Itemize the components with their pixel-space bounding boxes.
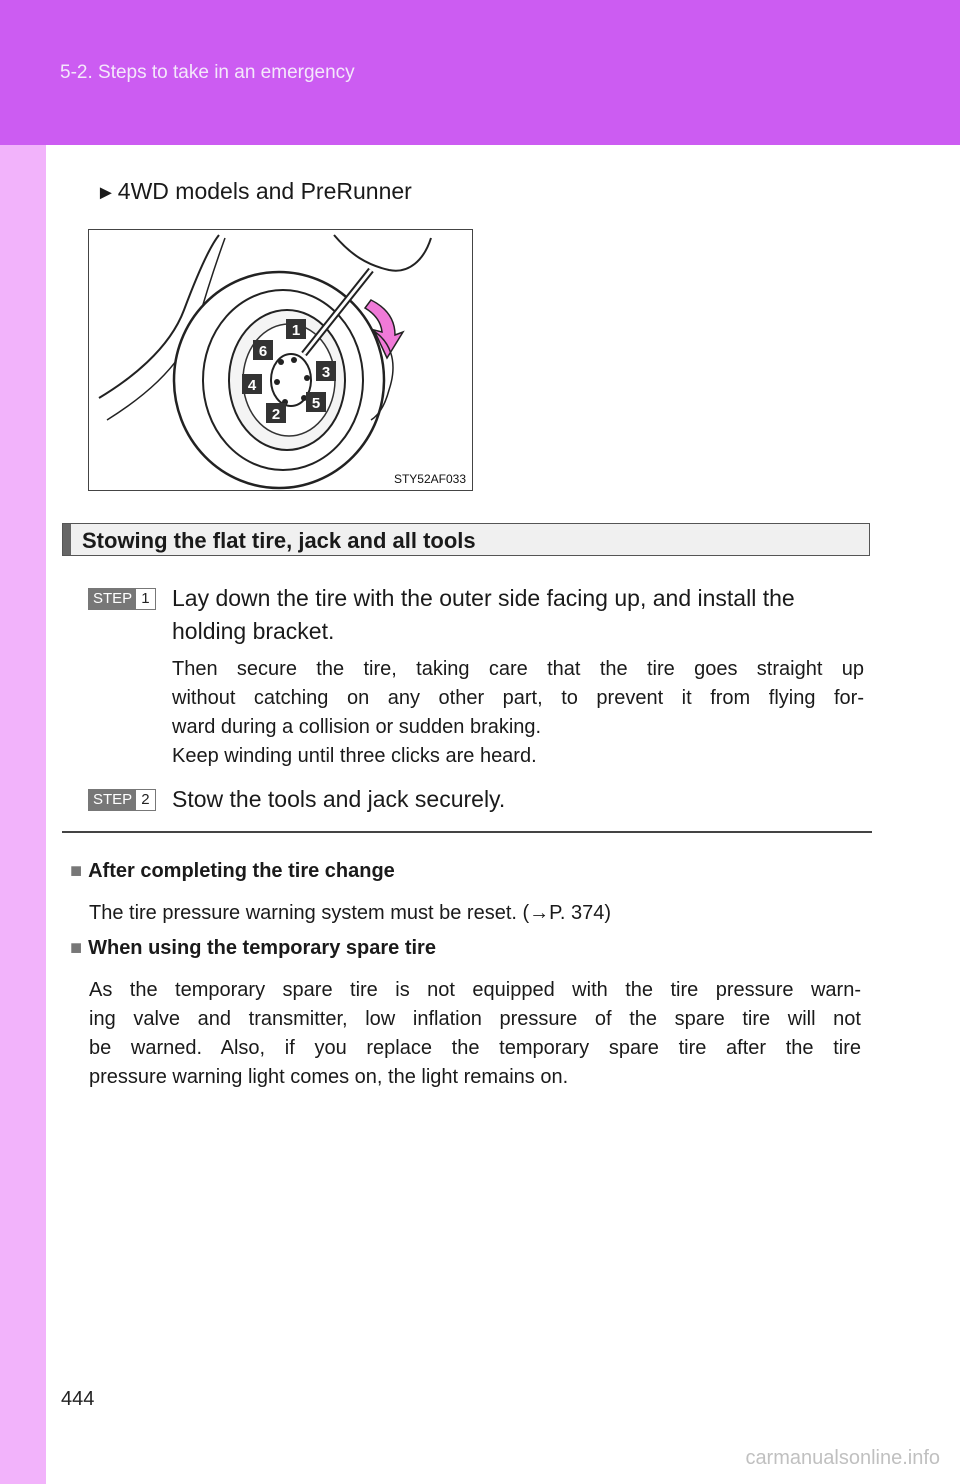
step-1-badge-number: 1 <box>136 589 154 609</box>
callout-4: 4 <box>247 377 257 394</box>
step-1-text <box>172 582 795 648</box>
note-1-body <box>89 899 861 928</box>
callout-6: 6 <box>258 343 268 360</box>
triangle-marker-icon: ► <box>96 182 116 204</box>
callout-2: 2 <box>271 406 281 423</box>
step-1-note-line-4: Keep winding until three clicks are heard. <box>172 745 537 767</box>
step-2-badge-number: 2 <box>136 790 154 810</box>
section-heading <box>62 523 870 556</box>
wheel-lug-nut-figure <box>88 229 473 491</box>
heading-accent <box>63 524 71 555</box>
watermark: carmanualsonline.info <box>745 1447 940 1469</box>
step-1-note <box>172 655 864 771</box>
side-strip <box>0 145 46 1484</box>
note-2-line-3: be warned. Also, if you replace the temporary spare tire after the tire <box>89 1037 861 1059</box>
note-2-line-1: As the temporary spare tire is not equipped with the tire pressure warn- <box>89 979 861 1001</box>
breadcrumb: 5-2. Steps to take in an emergency <box>60 62 355 83</box>
page-number: 444 <box>61 1388 95 1410</box>
callout-3: 3 <box>321 364 331 381</box>
note-1-title: After completing the tire change <box>88 860 395 882</box>
step-2-badge <box>88 789 156 811</box>
square-bullet-icon: ■ <box>70 937 83 959</box>
step-2-badge-label: STEP <box>89 790 136 810</box>
section-heading-title: Stowing the flat tire, jack and all tools <box>82 528 476 553</box>
step-1-note-line-3: ward during a collision or sudden braking. <box>172 716 542 738</box>
note-2-body <box>89 976 861 1092</box>
note-1-line-1: The tire pressure warning system must be reset. (→P. 374) <box>89 902 612 924</box>
step-1-badge <box>88 588 156 610</box>
callout-5: 5 <box>311 395 321 412</box>
callout-1: 1 <box>291 322 301 339</box>
square-bullet-icon: ■ <box>70 860 83 882</box>
section-label-text: 4WD models and PreRunner <box>117 178 412 204</box>
step-1-badge-label: STEP <box>89 589 136 609</box>
note-1-heading <box>70 860 395 883</box>
figure-code: STY52AF033 <box>393 472 466 486</box>
step-2-text: Stow the tools and jack securely. <box>172 786 506 812</box>
note-2-line-4: pressure warning light comes on, the light remains on. <box>89 1066 569 1088</box>
step-1-line-1: Lay down the tire with the outer side facing up, and install the <box>172 585 795 611</box>
note-2-line-2: ing valve and transmitter, low inflation pressure of the spare tire will not <box>89 1008 861 1030</box>
step-1-line-2: holding bracket. <box>172 618 335 644</box>
section-label <box>96 178 412 205</box>
step-1-note-line-2: without catching on any other part, to prevent it from flying for- <box>172 687 864 709</box>
header-bar <box>0 0 960 145</box>
divider <box>62 831 872 833</box>
note-2-heading <box>70 937 436 960</box>
note-2-title: When using the temporary spare tire <box>88 937 436 959</box>
wheel-illustration <box>89 230 472 490</box>
step-1-note-line-1: Then secure the tire, taking care that the tire goes straight up <box>172 658 864 680</box>
